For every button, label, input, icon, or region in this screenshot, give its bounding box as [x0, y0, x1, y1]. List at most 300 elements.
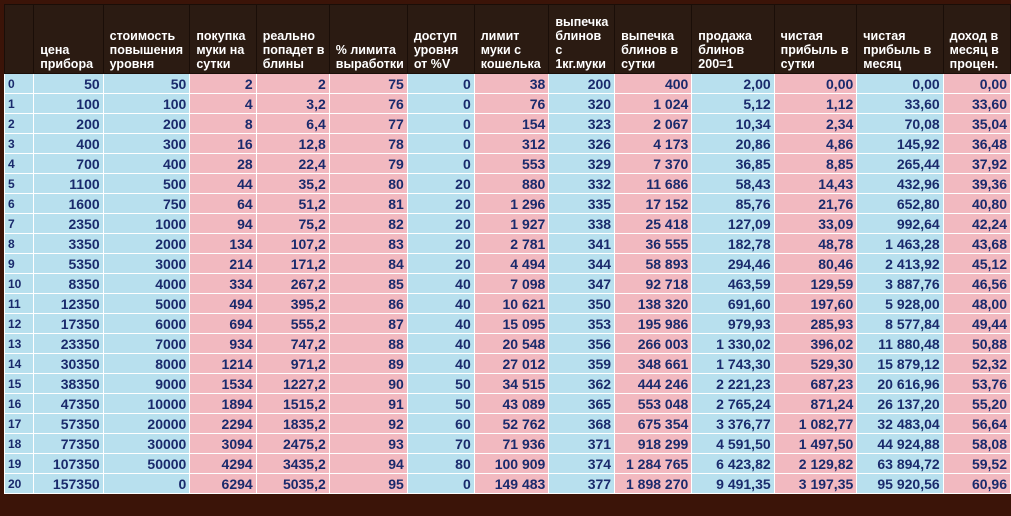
cell-flour-to-pancakes[interactable]: 747,2	[256, 334, 329, 354]
cell-level-access[interactable]: 20	[407, 194, 474, 214]
cell-upgrade-cost[interactable]: 9000	[103, 374, 190, 394]
cell-device-price[interactable]: 17350	[34, 314, 103, 334]
cell-flour-to-pancakes[interactable]: 107,2	[256, 234, 329, 254]
cell-row-index[interactable]: 7	[5, 214, 34, 234]
cell-row-index[interactable]: 4	[5, 154, 34, 174]
cell-daily-profit[interactable]: 48,78	[774, 234, 857, 254]
cell-row-index[interactable]: 0	[5, 74, 34, 94]
cell-level-access[interactable]: 40	[407, 314, 474, 334]
cell-daily-profit[interactable]: 80,46	[774, 254, 857, 274]
cell-flour-purchase[interactable]: 2294	[190, 414, 256, 434]
header-monthly-profit[interactable]: чистая прибыль в месяц	[857, 5, 943, 74]
cell-pancake-sales[interactable]: 691,60	[692, 294, 774, 314]
cell-monthly-percent[interactable]: 33,60	[943, 94, 1010, 114]
cell-device-price[interactable]: 100	[34, 94, 103, 114]
cell-pancake-sales[interactable]: 979,93	[692, 314, 774, 334]
cell-pancakes-per-day[interactable]: 553 048	[615, 394, 692, 414]
cell-wallet-limit[interactable]: 2 781	[474, 234, 549, 254]
cell-monthly-percent[interactable]: 36,48	[943, 134, 1010, 154]
cell-monthly-profit[interactable]: 44 924,88	[857, 434, 943, 454]
cell-upgrade-cost[interactable]: 0	[103, 474, 190, 494]
cell-level-access[interactable]: 0	[407, 114, 474, 134]
cell-daily-profit[interactable]: 197,60	[774, 294, 857, 314]
cell-pancake-sales[interactable]: 1 330,02	[692, 334, 774, 354]
cell-flour-to-pancakes[interactable]: 5035,2	[256, 474, 329, 494]
cell-monthly-profit[interactable]: 0,00	[857, 74, 943, 94]
cell-device-price[interactable]: 1100	[34, 174, 103, 194]
cell-limit-percent[interactable]: 82	[329, 214, 407, 234]
cell-upgrade-cost[interactable]: 10000	[103, 394, 190, 414]
header-wallet-limit[interactable]: лимит муки с кошелька	[474, 5, 549, 74]
cell-row-index[interactable]: 10	[5, 274, 34, 294]
cell-device-price[interactable]: 23350	[34, 334, 103, 354]
cell-flour-to-pancakes[interactable]: 555,2	[256, 314, 329, 334]
cell-daily-profit[interactable]: 396,02	[774, 334, 857, 354]
cell-flour-to-pancakes[interactable]: 75,2	[256, 214, 329, 234]
cell-daily-profit[interactable]: 2,34	[774, 114, 857, 134]
cell-device-price[interactable]: 200	[34, 114, 103, 134]
cell-pancake-sales[interactable]: 4 591,50	[692, 434, 774, 454]
cell-row-index[interactable]: 2	[5, 114, 34, 134]
cell-flour-to-pancakes[interactable]: 3,2	[256, 94, 329, 114]
header-flour-purchase[interactable]: покупка муки на сутки	[190, 5, 256, 74]
cell-level-access[interactable]: 40	[407, 274, 474, 294]
cell-pancake-sales[interactable]: 2,00	[692, 74, 774, 94]
cell-limit-percent[interactable]: 75	[329, 74, 407, 94]
cell-monthly-profit[interactable]: 2 413,92	[857, 254, 943, 274]
cell-level-access[interactable]: 0	[407, 154, 474, 174]
cell-flour-to-pancakes[interactable]: 12,8	[256, 134, 329, 154]
cell-limit-percent[interactable]: 83	[329, 234, 407, 254]
cell-monthly-percent[interactable]: 39,36	[943, 174, 1010, 194]
cell-row-index[interactable]: 3	[5, 134, 34, 154]
cell-flour-purchase[interactable]: 8	[190, 114, 256, 134]
cell-row-index[interactable]: 12	[5, 314, 34, 334]
cell-limit-percent[interactable]: 93	[329, 434, 407, 454]
cell-flour-purchase[interactable]: 694	[190, 314, 256, 334]
cell-row-index[interactable]: 8	[5, 234, 34, 254]
cell-flour-to-pancakes[interactable]: 2475,2	[256, 434, 329, 454]
cell-monthly-percent[interactable]: 52,32	[943, 354, 1010, 374]
cell-level-access[interactable]: 0	[407, 94, 474, 114]
cell-pancakes-per-kg[interactable]: 326	[549, 134, 615, 154]
cell-wallet-limit[interactable]: 27 012	[474, 354, 549, 374]
cell-limit-percent[interactable]: 78	[329, 134, 407, 154]
cell-device-price[interactable]: 57350	[34, 414, 103, 434]
cell-pancake-sales[interactable]: 2 765,24	[692, 394, 774, 414]
cell-row-index[interactable]: 18	[5, 434, 34, 454]
cell-monthly-profit[interactable]: 652,80	[857, 194, 943, 214]
cell-pancakes-per-kg[interactable]: 347	[549, 274, 615, 294]
cell-level-access[interactable]: 70	[407, 434, 474, 454]
cell-pancakes-per-day[interactable]: 444 246	[615, 374, 692, 394]
cell-wallet-limit[interactable]: 34 515	[474, 374, 549, 394]
cell-upgrade-cost[interactable]: 20000	[103, 414, 190, 434]
cell-upgrade-cost[interactable]: 100	[103, 94, 190, 114]
cell-wallet-limit[interactable]: 1 296	[474, 194, 549, 214]
cell-wallet-limit[interactable]: 312	[474, 134, 549, 154]
cell-monthly-percent[interactable]: 60,96	[943, 474, 1010, 494]
cell-pancakes-per-kg[interactable]: 335	[549, 194, 615, 214]
cell-upgrade-cost[interactable]: 50	[103, 74, 190, 94]
cell-limit-percent[interactable]: 81	[329, 194, 407, 214]
cell-limit-percent[interactable]: 88	[329, 334, 407, 354]
cell-wallet-limit[interactable]: 1 927	[474, 214, 549, 234]
cell-monthly-percent[interactable]: 45,12	[943, 254, 1010, 274]
cell-monthly-percent[interactable]: 0,00	[943, 74, 1010, 94]
cell-monthly-percent[interactable]: 55,20	[943, 394, 1010, 414]
cell-flour-to-pancakes[interactable]: 51,2	[256, 194, 329, 214]
cell-flour-purchase[interactable]: 1214	[190, 354, 256, 374]
cell-daily-profit[interactable]: 33,09	[774, 214, 857, 234]
cell-row-index[interactable]: 17	[5, 414, 34, 434]
cell-pancake-sales[interactable]: 127,09	[692, 214, 774, 234]
cell-level-access[interactable]: 50	[407, 394, 474, 414]
cell-monthly-percent[interactable]: 59,52	[943, 454, 1010, 474]
cell-pancake-sales[interactable]: 294,46	[692, 254, 774, 274]
cell-pancakes-per-day[interactable]: 266 003	[615, 334, 692, 354]
cell-limit-percent[interactable]: 89	[329, 354, 407, 374]
cell-row-index[interactable]: 14	[5, 354, 34, 374]
cell-wallet-limit[interactable]: 76	[474, 94, 549, 114]
cell-daily-profit[interactable]: 871,24	[774, 394, 857, 414]
cell-monthly-percent[interactable]: 50,88	[943, 334, 1010, 354]
cell-level-access[interactable]: 60	[407, 414, 474, 434]
cell-daily-profit[interactable]: 0,00	[774, 74, 857, 94]
cell-flour-purchase[interactable]: 334	[190, 274, 256, 294]
cell-wallet-limit[interactable]: 553	[474, 154, 549, 174]
cell-pancakes-per-kg[interactable]: 365	[549, 394, 615, 414]
cell-limit-percent[interactable]: 84	[329, 254, 407, 274]
cell-flour-to-pancakes[interactable]: 1515,2	[256, 394, 329, 414]
header-flour-to-pancakes[interactable]: реально попадет в блины	[256, 5, 329, 74]
cell-monthly-profit[interactable]: 20 616,96	[857, 374, 943, 394]
cell-device-price[interactable]: 3350	[34, 234, 103, 254]
cell-daily-profit[interactable]: 129,59	[774, 274, 857, 294]
cell-pancake-sales[interactable]: 9 491,35	[692, 474, 774, 494]
cell-flour-purchase[interactable]: 214	[190, 254, 256, 274]
cell-row-index[interactable]: 16	[5, 394, 34, 414]
cell-level-access[interactable]: 0	[407, 134, 474, 154]
cell-wallet-limit[interactable]: 38	[474, 74, 549, 94]
cell-pancakes-per-day[interactable]: 400	[615, 74, 692, 94]
cell-daily-profit[interactable]: 21,76	[774, 194, 857, 214]
cell-flour-purchase[interactable]: 3094	[190, 434, 256, 454]
cell-flour-to-pancakes[interactable]: 267,2	[256, 274, 329, 294]
cell-limit-percent[interactable]: 94	[329, 454, 407, 474]
cell-wallet-limit[interactable]: 71 936	[474, 434, 549, 454]
cell-upgrade-cost[interactable]: 2000	[103, 234, 190, 254]
cell-monthly-percent[interactable]: 53,76	[943, 374, 1010, 394]
cell-pancakes-per-kg[interactable]: 353	[549, 314, 615, 334]
cell-pancake-sales[interactable]: 463,59	[692, 274, 774, 294]
cell-flour-to-pancakes[interactable]: 1227,2	[256, 374, 329, 394]
cell-pancake-sales[interactable]: 36,85	[692, 154, 774, 174]
cell-device-price[interactable]: 107350	[34, 454, 103, 474]
cell-monthly-percent[interactable]: 43,68	[943, 234, 1010, 254]
cell-pancake-sales[interactable]: 2 221,23	[692, 374, 774, 394]
cell-flour-to-pancakes[interactable]: 22,4	[256, 154, 329, 174]
cell-pancakes-per-kg[interactable]: 350	[549, 294, 615, 314]
cell-monthly-profit[interactable]: 145,92	[857, 134, 943, 154]
cell-pancakes-per-day[interactable]: 1 284 765	[615, 454, 692, 474]
cell-monthly-percent[interactable]: 56,64	[943, 414, 1010, 434]
cell-pancakes-per-kg[interactable]: 377	[549, 474, 615, 494]
cell-row-index[interactable]: 19	[5, 454, 34, 474]
cell-pancakes-per-kg[interactable]: 329	[549, 154, 615, 174]
cell-flour-to-pancakes[interactable]: 6,4	[256, 114, 329, 134]
cell-flour-purchase[interactable]: 1534	[190, 374, 256, 394]
cell-upgrade-cost[interactable]: 4000	[103, 274, 190, 294]
cell-level-access[interactable]: 20	[407, 234, 474, 254]
cell-monthly-profit[interactable]: 15 879,12	[857, 354, 943, 374]
cell-pancake-sales[interactable]: 182,78	[692, 234, 774, 254]
cell-pancakes-per-kg[interactable]: 200	[549, 74, 615, 94]
cell-monthly-profit[interactable]: 265,44	[857, 154, 943, 174]
cell-flour-to-pancakes[interactable]: 971,2	[256, 354, 329, 374]
cell-upgrade-cost[interactable]: 6000	[103, 314, 190, 334]
cell-flour-to-pancakes[interactable]: 395,2	[256, 294, 329, 314]
header-upgrade-cost[interactable]: стоимость повышения уровня	[103, 5, 190, 74]
cell-flour-purchase[interactable]: 1894	[190, 394, 256, 414]
cell-flour-purchase[interactable]: 44	[190, 174, 256, 194]
cell-pancakes-per-day[interactable]: 1 898 270	[615, 474, 692, 494]
cell-wallet-limit[interactable]: 7 098	[474, 274, 549, 294]
cell-level-access[interactable]: 20	[407, 174, 474, 194]
cell-pancakes-per-day[interactable]: 348 661	[615, 354, 692, 374]
cell-monthly-profit[interactable]: 32 483,04	[857, 414, 943, 434]
cell-upgrade-cost[interactable]: 30000	[103, 434, 190, 454]
header-level-access[interactable]: доступ уровня от %V	[407, 5, 474, 74]
cell-limit-percent[interactable]: 90	[329, 374, 407, 394]
cell-row-index[interactable]: 11	[5, 294, 34, 314]
cell-upgrade-cost[interactable]: 1000	[103, 214, 190, 234]
cell-monthly-profit[interactable]: 3 887,76	[857, 274, 943, 294]
cell-pancakes-per-day[interactable]: 7 370	[615, 154, 692, 174]
cell-flour-purchase[interactable]: 6294	[190, 474, 256, 494]
cell-monthly-percent[interactable]: 35,04	[943, 114, 1010, 134]
cell-level-access[interactable]: 80	[407, 454, 474, 474]
cell-monthly-percent[interactable]: 46,56	[943, 274, 1010, 294]
cell-monthly-profit[interactable]: 11 880,48	[857, 334, 943, 354]
cell-monthly-profit[interactable]: 1 463,28	[857, 234, 943, 254]
cell-flour-purchase[interactable]: 4294	[190, 454, 256, 474]
cell-upgrade-cost[interactable]: 200	[103, 114, 190, 134]
header-device-price[interactable]: цена прибора	[34, 5, 103, 74]
cell-flour-purchase[interactable]: 2	[190, 74, 256, 94]
cell-monthly-profit[interactable]: 26 137,20	[857, 394, 943, 414]
cell-flour-purchase[interactable]: 16	[190, 134, 256, 154]
cell-flour-purchase[interactable]: 64	[190, 194, 256, 214]
cell-daily-profit[interactable]: 687,23	[774, 374, 857, 394]
cell-limit-percent[interactable]: 77	[329, 114, 407, 134]
cell-monthly-percent[interactable]: 58,08	[943, 434, 1010, 454]
cell-monthly-percent[interactable]: 42,24	[943, 214, 1010, 234]
cell-pancake-sales[interactable]: 1 743,30	[692, 354, 774, 374]
header-pancakes-per-kg[interactable]: выпечка блинов с 1кг.муки	[549, 5, 615, 74]
cell-upgrade-cost[interactable]: 8000	[103, 354, 190, 374]
cell-pancakes-per-kg[interactable]: 323	[549, 114, 615, 134]
cell-flour-purchase[interactable]: 934	[190, 334, 256, 354]
cell-monthly-profit[interactable]: 95 920,56	[857, 474, 943, 494]
cell-limit-percent[interactable]: 91	[329, 394, 407, 414]
cell-level-access[interactable]: 40	[407, 354, 474, 374]
cell-pancakes-per-day[interactable]: 17 152	[615, 194, 692, 214]
cell-limit-percent[interactable]: 80	[329, 174, 407, 194]
cell-pancakes-per-day[interactable]: 58 893	[615, 254, 692, 274]
cell-daily-profit[interactable]: 1 497,50	[774, 434, 857, 454]
header-limit-percent[interactable]: % лимита выработки	[329, 5, 407, 74]
cell-device-price[interactable]: 5350	[34, 254, 103, 274]
cell-flour-purchase[interactable]: 494	[190, 294, 256, 314]
cell-monthly-percent[interactable]: 40,80	[943, 194, 1010, 214]
cell-wallet-limit[interactable]: 4 494	[474, 254, 549, 274]
cell-pancakes-per-kg[interactable]: 371	[549, 434, 615, 454]
cell-pancakes-per-kg[interactable]: 344	[549, 254, 615, 274]
cell-monthly-profit[interactable]: 33,60	[857, 94, 943, 114]
cell-pancake-sales[interactable]: 20,86	[692, 134, 774, 154]
cell-upgrade-cost[interactable]: 5000	[103, 294, 190, 314]
header-row-index[interactable]	[5, 5, 34, 74]
cell-limit-percent[interactable]: 79	[329, 154, 407, 174]
cell-wallet-limit[interactable]: 149 483	[474, 474, 549, 494]
cell-limit-percent[interactable]: 95	[329, 474, 407, 494]
cell-wallet-limit[interactable]: 52 762	[474, 414, 549, 434]
cell-device-price[interactable]: 47350	[34, 394, 103, 414]
cell-level-access[interactable]: 0	[407, 74, 474, 94]
cell-wallet-limit[interactable]: 880	[474, 174, 549, 194]
cell-flour-to-pancakes[interactable]: 2	[256, 74, 329, 94]
cell-row-index[interactable]: 6	[5, 194, 34, 214]
cell-pancakes-per-kg[interactable]: 341	[549, 234, 615, 254]
cell-limit-percent[interactable]: 85	[329, 274, 407, 294]
cell-monthly-profit[interactable]: 8 577,84	[857, 314, 943, 334]
header-pancake-sales[interactable]: продажа блинов 200=1	[692, 5, 774, 74]
cell-flour-purchase[interactable]: 28	[190, 154, 256, 174]
cell-upgrade-cost[interactable]: 3000	[103, 254, 190, 274]
cell-device-price[interactable]: 50	[34, 74, 103, 94]
cell-wallet-limit[interactable]: 15 095	[474, 314, 549, 334]
cell-row-index[interactable]: 9	[5, 254, 34, 274]
cell-wallet-limit[interactable]: 100 909	[474, 454, 549, 474]
cell-pancake-sales[interactable]: 10,34	[692, 114, 774, 134]
cell-pancakes-per-kg[interactable]: 356	[549, 334, 615, 354]
cell-row-index[interactable]: 1	[5, 94, 34, 114]
cell-daily-profit[interactable]: 285,93	[774, 314, 857, 334]
cell-pancakes-per-kg[interactable]: 332	[549, 174, 615, 194]
cell-daily-profit[interactable]: 3 197,35	[774, 474, 857, 494]
cell-monthly-profit[interactable]: 992,64	[857, 214, 943, 234]
cell-daily-profit[interactable]: 529,30	[774, 354, 857, 374]
cell-row-index[interactable]: 13	[5, 334, 34, 354]
cell-pancakes-per-kg[interactable]: 374	[549, 454, 615, 474]
cell-row-index[interactable]: 5	[5, 174, 34, 194]
cell-device-price[interactable]: 157350	[34, 474, 103, 494]
cell-upgrade-cost[interactable]: 300	[103, 134, 190, 154]
header-monthly-percent[interactable]: доход в месяц в процен.	[943, 5, 1010, 74]
header-daily-profit[interactable]: чистая прибыль в сутки	[774, 5, 857, 74]
cell-monthly-percent[interactable]: 48,00	[943, 294, 1010, 314]
cell-level-access[interactable]: 20	[407, 254, 474, 274]
cell-device-price[interactable]: 1600	[34, 194, 103, 214]
cell-pancakes-per-day[interactable]: 92 718	[615, 274, 692, 294]
cell-pancakes-per-day[interactable]: 25 418	[615, 214, 692, 234]
cell-level-access[interactable]: 50	[407, 374, 474, 394]
cell-device-price[interactable]: 700	[34, 154, 103, 174]
cell-device-price[interactable]: 30350	[34, 354, 103, 374]
cell-pancake-sales[interactable]: 6 423,82	[692, 454, 774, 474]
cell-monthly-percent[interactable]: 37,92	[943, 154, 1010, 174]
cell-pancake-sales[interactable]: 85,76	[692, 194, 774, 214]
cell-pancakes-per-day[interactable]: 11 686	[615, 174, 692, 194]
cell-pancakes-per-day[interactable]: 4 173	[615, 134, 692, 154]
cell-level-access[interactable]: 40	[407, 294, 474, 314]
cell-upgrade-cost[interactable]: 400	[103, 154, 190, 174]
cell-monthly-profit[interactable]: 63 894,72	[857, 454, 943, 474]
cell-pancake-sales[interactable]: 5,12	[692, 94, 774, 114]
cell-monthly-profit[interactable]: 432,96	[857, 174, 943, 194]
cell-device-price[interactable]: 12350	[34, 294, 103, 314]
cell-pancakes-per-day[interactable]: 138 320	[615, 294, 692, 314]
cell-wallet-limit[interactable]: 43 089	[474, 394, 549, 414]
cell-limit-percent[interactable]: 92	[329, 414, 407, 434]
header-pancakes-per-day[interactable]: выпечка блинов в сутки	[615, 5, 692, 74]
cell-pancakes-per-kg[interactable]: 368	[549, 414, 615, 434]
cell-daily-profit[interactable]: 1 082,77	[774, 414, 857, 434]
cell-wallet-limit[interactable]: 20 548	[474, 334, 549, 354]
cell-pancakes-per-day[interactable]: 675 354	[615, 414, 692, 434]
cell-monthly-profit[interactable]: 5 928,00	[857, 294, 943, 314]
cell-pancake-sales[interactable]: 3 376,77	[692, 414, 774, 434]
cell-flour-purchase[interactable]: 4	[190, 94, 256, 114]
cell-flour-to-pancakes[interactable]: 35,2	[256, 174, 329, 194]
cell-upgrade-cost[interactable]: 7000	[103, 334, 190, 354]
cell-device-price[interactable]: 77350	[34, 434, 103, 454]
cell-monthly-profit[interactable]: 70,08	[857, 114, 943, 134]
cell-pancakes-per-kg[interactable]: 362	[549, 374, 615, 394]
cell-level-access[interactable]: 20	[407, 214, 474, 234]
cell-level-access[interactable]: 40	[407, 334, 474, 354]
cell-upgrade-cost[interactable]: 750	[103, 194, 190, 214]
cell-limit-percent[interactable]: 76	[329, 94, 407, 114]
cell-row-index[interactable]: 20	[5, 474, 34, 494]
cell-daily-profit[interactable]: 2 129,82	[774, 454, 857, 474]
cell-device-price[interactable]: 38350	[34, 374, 103, 394]
cell-pancakes-per-kg[interactable]: 338	[549, 214, 615, 234]
cell-limit-percent[interactable]: 87	[329, 314, 407, 334]
cell-daily-profit[interactable]: 8,85	[774, 154, 857, 174]
cell-pancakes-per-day[interactable]: 36 555	[615, 234, 692, 254]
cell-device-price[interactable]: 8350	[34, 274, 103, 294]
cell-pancakes-per-kg[interactable]: 320	[549, 94, 615, 114]
cell-daily-profit[interactable]: 4,86	[774, 134, 857, 154]
cell-pancakes-per-day[interactable]: 1 024	[615, 94, 692, 114]
cell-daily-profit[interactable]: 14,43	[774, 174, 857, 194]
cell-flour-to-pancakes[interactable]: 1835,2	[256, 414, 329, 434]
cell-pancakes-per-day[interactable]: 195 986	[615, 314, 692, 334]
cell-limit-percent[interactable]: 86	[329, 294, 407, 314]
cell-upgrade-cost[interactable]: 50000	[103, 454, 190, 474]
cell-wallet-limit[interactable]: 154	[474, 114, 549, 134]
cell-flour-to-pancakes[interactable]: 171,2	[256, 254, 329, 274]
cell-level-access[interactable]: 0	[407, 474, 474, 494]
cell-device-price[interactable]: 2350	[34, 214, 103, 234]
cell-pancakes-per-kg[interactable]: 359	[549, 354, 615, 374]
cell-pancakes-per-day[interactable]: 918 299	[615, 434, 692, 454]
cell-device-price[interactable]: 400	[34, 134, 103, 154]
cell-daily-profit[interactable]: 1,12	[774, 94, 857, 114]
cell-upgrade-cost[interactable]: 500	[103, 174, 190, 194]
